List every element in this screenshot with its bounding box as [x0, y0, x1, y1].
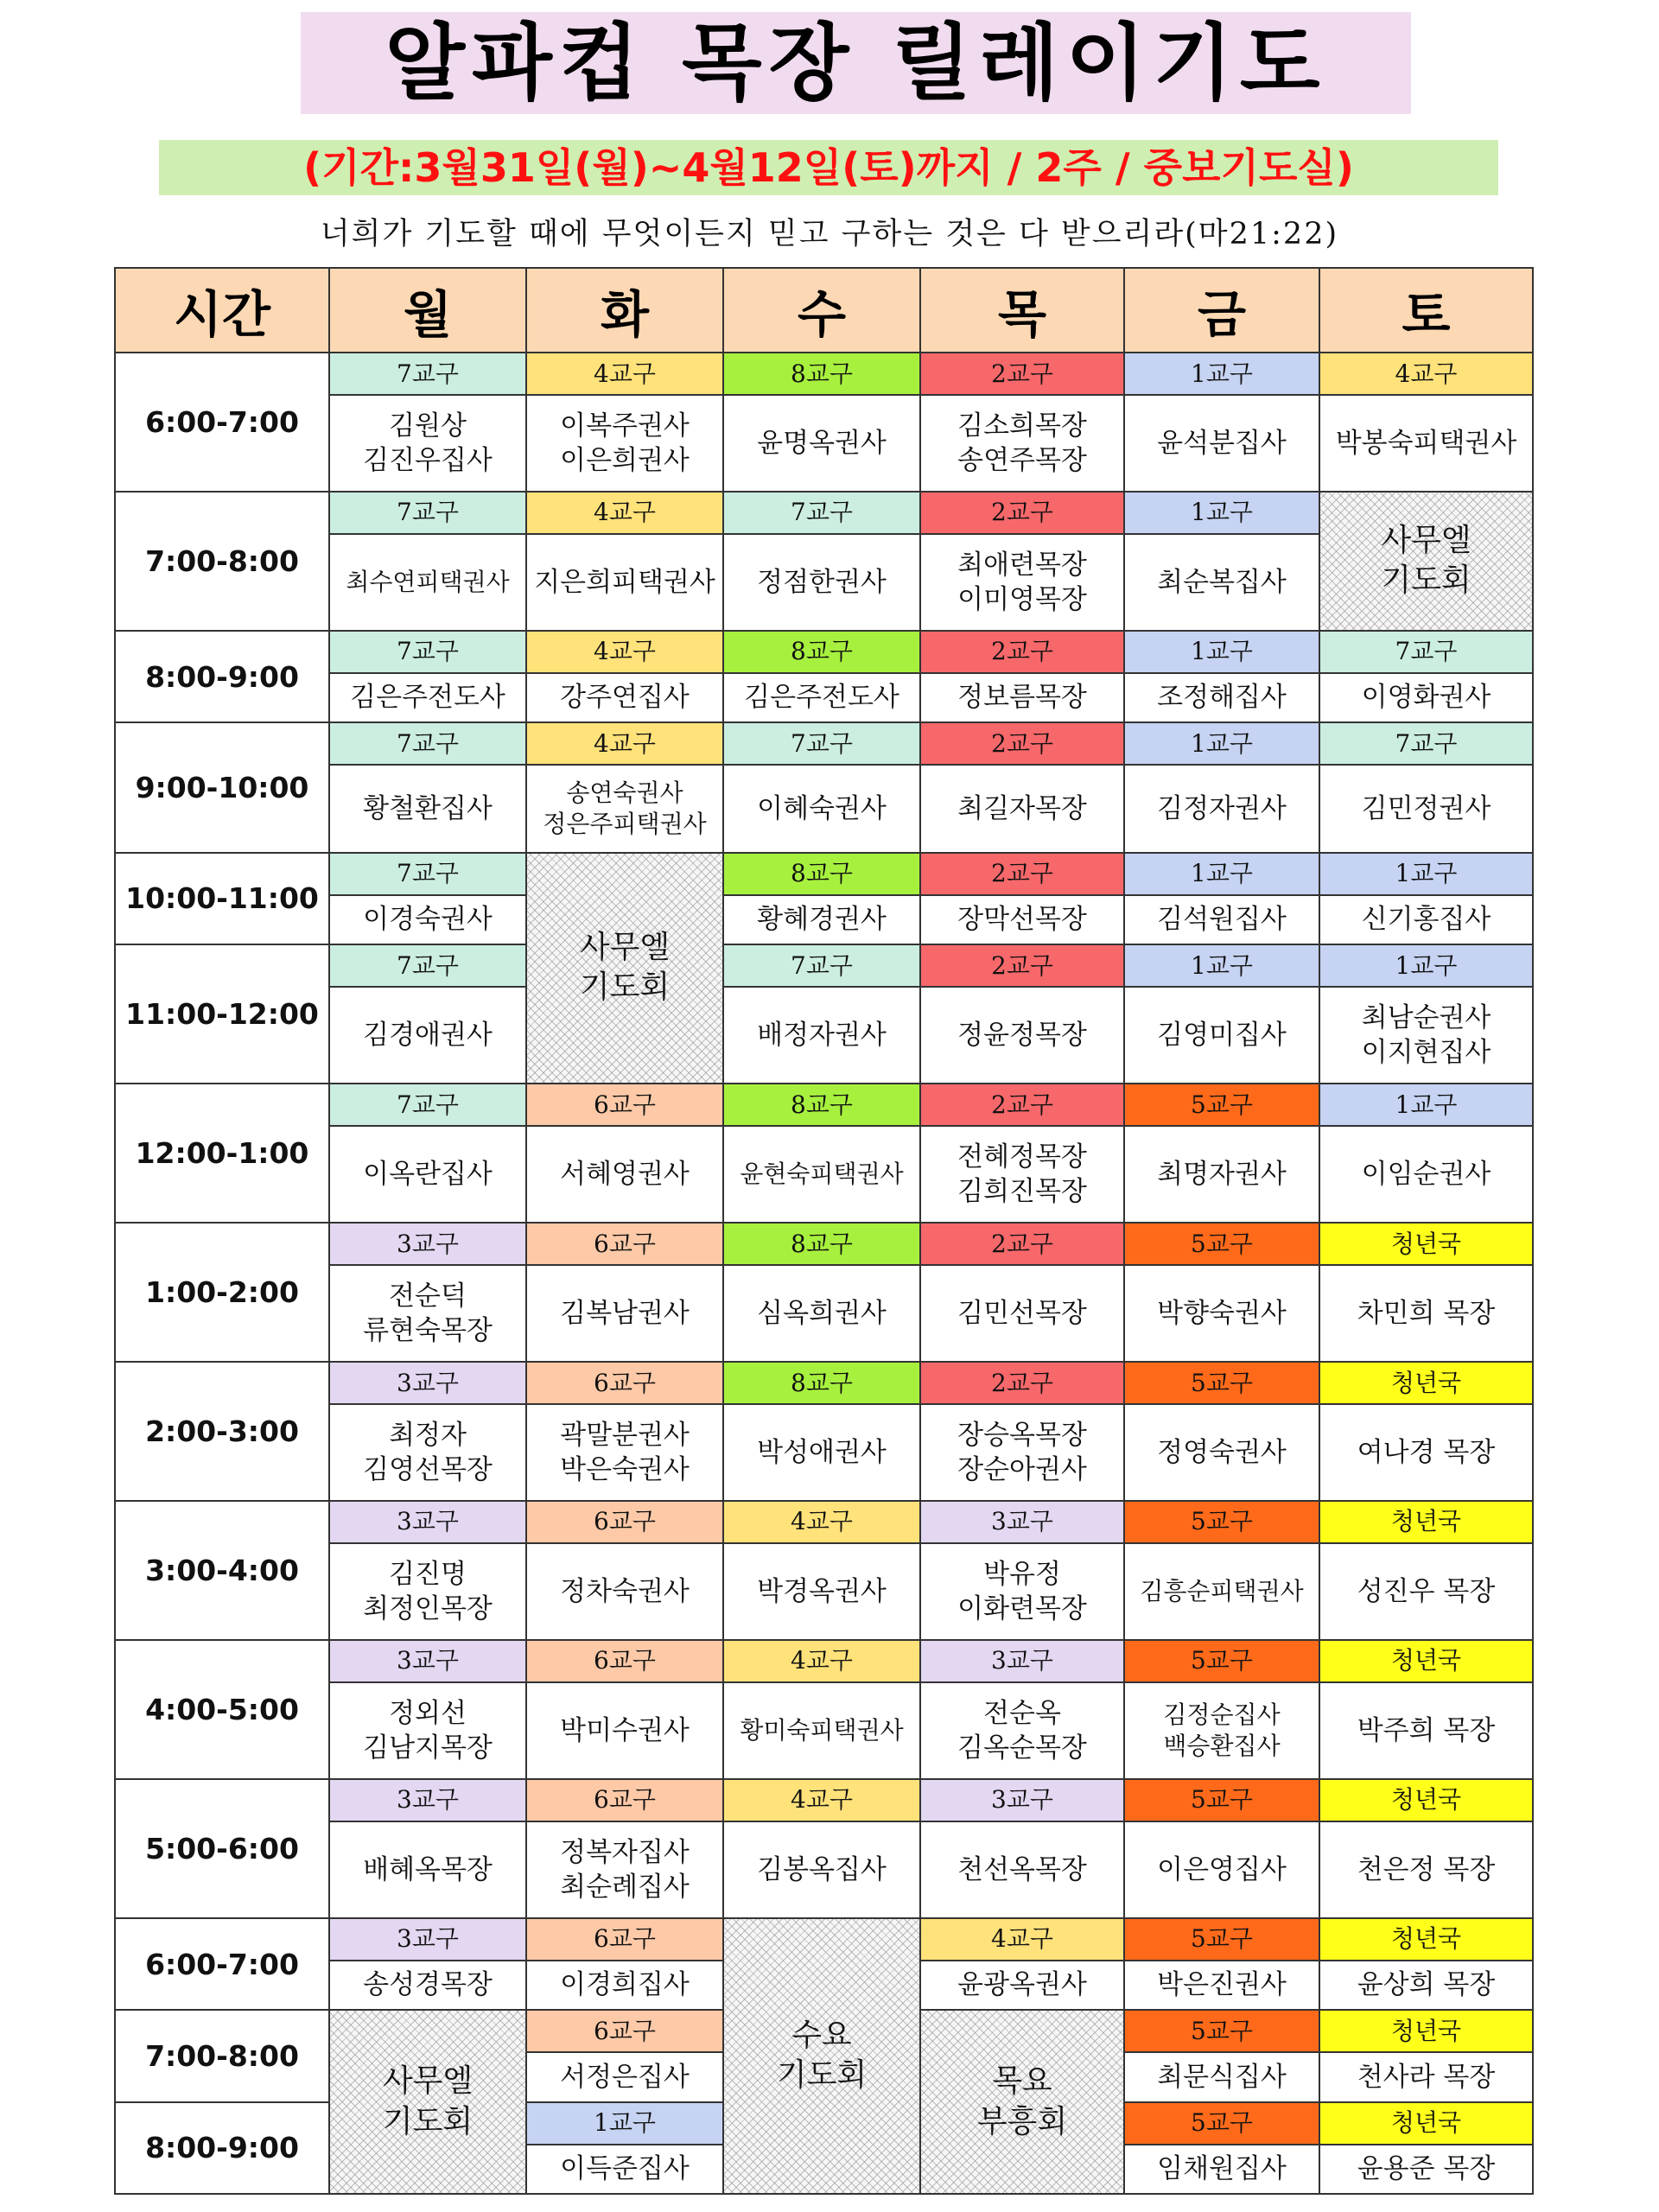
parish-cell: 청년국 — [1319, 1640, 1533, 1682]
parish-cell: 3교구 — [329, 1501, 526, 1543]
prayer-name-cell: 정윤정목장 — [920, 987, 1124, 1084]
prayer-schedule-table — [114, 267, 1534, 2195]
prayer-name-cell: 조정해집사 — [1124, 673, 1319, 722]
parish-cell: 7교구 — [1319, 631, 1533, 673]
parish-cell: 7교구 — [329, 944, 526, 987]
parish-cell: 4교구 — [1319, 353, 1533, 395]
time-slot: 8:00-9:00 — [115, 2102, 329, 2194]
period-subtitle: (기간:3월31일(월)~4월12일(토)까지 / 2주 / 중보기도실) — [159, 140, 1498, 195]
parish-cell: 4교구 — [526, 722, 723, 765]
prayer-name-cell: 박봉숙피택권사 — [1319, 395, 1533, 492]
prayer-name-cell: 김민정권사 — [1319, 765, 1533, 852]
prayer-name-cell: 김경애권사 — [329, 987, 526, 1084]
prayer-name-cell: 심옥희권사 — [723, 1265, 920, 1362]
time-slot: 6:00-7:00 — [115, 353, 329, 492]
time-slot: 2:00-3:00 — [115, 1362, 329, 1501]
parish-cell: 5교구 — [1124, 2010, 1319, 2052]
parish-cell: 6교구 — [526, 1640, 723, 1682]
parish-cell: 5교구 — [1124, 1501, 1319, 1543]
prayer-name-cell: 이득준집사 — [526, 2145, 723, 2194]
header-row — [115, 268, 1533, 353]
samuel-prayer-meeting-block: 사무엘 기도회 — [526, 853, 723, 1084]
prayer-name-cell: 김영미집사 — [1124, 987, 1319, 1084]
prayer-name-cell: 박향숙권사 — [1124, 1265, 1319, 1362]
prayer-name-cell: 이옥란집사 — [329, 1126, 526, 1223]
parish-cell: 3교구 — [329, 1362, 526, 1404]
group-row — [115, 1084, 1533, 1126]
prayer-name-cell: 차민희 목장 — [1319, 1265, 1533, 1362]
bible-verse: 너희가 기도할 때에 무엇이든지 믿고 구하는 것은 다 받으리라(마21:22) — [320, 217, 1339, 251]
prayer-name-cell: 이경숙권사 — [329, 895, 526, 944]
parish-cell: 8교구 — [723, 631, 920, 673]
prayer-name-cell: 윤석분집사 — [1124, 395, 1319, 492]
prayer-name-cell: 김흥순피택권사 — [1124, 1543, 1319, 1640]
prayer-name-cell: 천선옥목장 — [920, 1821, 1124, 1918]
group-row — [115, 353, 1533, 395]
group-row — [115, 1501, 1533, 1543]
header-wed: 수 — [723, 268, 920, 353]
parish-cell: 5교구 — [1124, 1918, 1319, 1961]
prayer-name-cell: 김복남권사 — [526, 1265, 723, 1362]
parish-cell: 2교구 — [920, 1223, 1124, 1265]
time-slot: 5:00-6:00 — [115, 1779, 329, 1918]
prayer-name-cell: 여나경 목장 — [1319, 1404, 1533, 1501]
prayer-name-cell: 서정은집사 — [526, 2052, 723, 2101]
prayer-name-cell: 윤용준 목장 — [1319, 2145, 1533, 2194]
prayer-name-cell: 김봉옥집사 — [723, 1821, 920, 1918]
prayer-name-cell: 박미수권사 — [526, 1682, 723, 1779]
parish-cell: 4교구 — [723, 1779, 920, 1821]
parish-cell: 2교구 — [920, 631, 1124, 673]
time-slot: 10:00-11:00 — [115, 853, 329, 944]
prayer-name-cell: 곽말분권사 박은숙권사 — [526, 1404, 723, 1501]
group-row — [115, 853, 1533, 895]
prayer-name-cell: 최길자목장 — [920, 765, 1124, 852]
parish-cell: 2교구 — [920, 722, 1124, 765]
parish-cell: 청년국 — [1319, 1223, 1533, 1265]
prayer-name-cell: 장승옥목장 장순아권사 — [920, 1404, 1124, 1501]
time-slot: 9:00-10:00 — [115, 722, 329, 852]
parish-cell: 4교구 — [723, 1501, 920, 1543]
parish-cell: 6교구 — [526, 1362, 723, 1404]
parish-cell: 청년국 — [1319, 2102, 1533, 2145]
parish-cell: 3교구 — [329, 1640, 526, 1682]
parish-cell: 1교구 — [1124, 353, 1319, 395]
parish-cell: 4교구 — [526, 492, 723, 534]
prayer-name-cell: 전순옥 김옥순목장 — [920, 1682, 1124, 1779]
parish-cell: 1교구 — [1319, 944, 1533, 987]
prayer-name-cell: 박성애권사 — [723, 1404, 920, 1501]
prayer-name-cell: 송연숙권사 정은주피택권사 — [526, 765, 723, 852]
prayer-name-cell: 박은진권사 — [1124, 1961, 1319, 2010]
parish-cell: 4교구 — [526, 631, 723, 673]
prayer-name-cell: 박주희 목장 — [1319, 1682, 1533, 1779]
parish-cell: 청년국 — [1319, 2010, 1533, 2052]
prayer-name-cell: 전순덕 류현숙목장 — [329, 1265, 526, 1362]
group-row — [115, 1779, 1533, 1821]
group-row — [115, 492, 1533, 534]
parish-cell: 3교구 — [920, 1779, 1124, 1821]
prayer-name-cell: 김소희목장 송연주목장 — [920, 395, 1124, 492]
parish-cell: 7교구 — [723, 722, 920, 765]
header-time: 시간 — [115, 268, 329, 353]
prayer-name-cell: 최문식집사 — [1124, 2052, 1319, 2101]
parish-cell: 2교구 — [920, 353, 1124, 395]
prayer-name-cell: 최애련목장 이미영목장 — [920, 534, 1124, 631]
parish-cell: 7교구 — [329, 353, 526, 395]
parish-cell: 7교구 — [723, 944, 920, 987]
parish-cell: 5교구 — [1124, 1223, 1319, 1265]
prayer-name-cell: 송성경목장 — [329, 1961, 526, 2010]
group-row — [115, 1223, 1533, 1265]
prayer-name-cell: 박유정 이화련목장 — [920, 1543, 1124, 1640]
prayer-name-cell: 황미숙피택권사 — [723, 1682, 920, 1779]
prayer-name-cell: 이경희집사 — [526, 1961, 723, 2010]
parish-cell: 7교구 — [329, 722, 526, 765]
parish-cell: 5교구 — [1124, 1362, 1319, 1404]
time-slot: 11:00-12:00 — [115, 944, 329, 1084]
parish-cell: 6교구 — [526, 1779, 723, 1821]
header-fri: 금 — [1124, 268, 1319, 353]
samuel-prayer-meeting-block: 사무엘 기도회 — [329, 2010, 526, 2194]
page-title: 알파컵 목장 릴레이기도 — [301, 12, 1411, 114]
prayer-name-cell: 윤광옥권사 — [920, 1961, 1124, 2010]
prayer-name-cell: 최순복집사 — [1124, 534, 1319, 631]
prayer-name-cell: 배혜옥목장 — [329, 1821, 526, 1918]
parish-cell: 2교구 — [920, 1362, 1124, 1404]
prayer-name-cell: 윤상희 목장 — [1319, 1961, 1533, 2010]
parish-cell: 1교구 — [1124, 492, 1319, 534]
parish-cell: 8교구 — [723, 1223, 920, 1265]
header-sat: 토 — [1319, 268, 1533, 353]
parish-cell: 4교구 — [723, 1640, 920, 1682]
parish-cell: 5교구 — [1124, 1084, 1319, 1126]
parish-cell: 청년국 — [1319, 1918, 1533, 1961]
prayer-name-cell: 김정자권사 — [1124, 765, 1319, 852]
header-tue: 화 — [526, 268, 723, 353]
time-slot: 1:00-2:00 — [115, 1223, 329, 1362]
parish-cell: 2교구 — [920, 492, 1124, 534]
prayer-name-cell: 윤명옥권사 — [723, 395, 920, 492]
parish-cell: 8교구 — [723, 1084, 920, 1126]
prayer-name-cell: 최수연피택권사 — [329, 534, 526, 631]
time-slot: 3:00-4:00 — [115, 1501, 329, 1640]
prayer-name-cell: 최남순권사 이지현집사 — [1319, 987, 1533, 1084]
time-slot: 4:00-5:00 — [115, 1640, 329, 1779]
parish-cell: 7교구 — [329, 1084, 526, 1126]
prayer-name-cell: 정점한권사 — [723, 534, 920, 631]
parish-cell: 7교구 — [329, 492, 526, 534]
prayer-name-cell: 성진우 목장 — [1319, 1543, 1533, 1640]
time-slot: 8:00-9:00 — [115, 631, 329, 722]
prayer-name-cell: 전혜정목장 김희진목장 — [920, 1126, 1124, 1223]
header-mon: 월 — [329, 268, 526, 353]
prayer-name-cell: 황철환집사 — [329, 765, 526, 852]
parish-cell: 6교구 — [526, 1501, 723, 1543]
group-row — [115, 1362, 1533, 1404]
parish-cell: 청년국 — [1319, 1362, 1533, 1404]
group-row — [115, 944, 1533, 987]
parish-cell: 1교구 — [1319, 1084, 1533, 1126]
prayer-name-cell: 김정순집사 백승환집사 — [1124, 1682, 1319, 1779]
prayer-name-cell: 지은희피택권사 — [526, 534, 723, 631]
group-row — [115, 722, 1533, 765]
parish-cell: 8교구 — [723, 853, 920, 895]
parish-cell: 5교구 — [1124, 2102, 1319, 2145]
thursday-revival-block: 목요 부흥회 — [920, 2010, 1124, 2194]
parish-cell: 1교구 — [1124, 631, 1319, 673]
prayer-name-cell: 장막선목장 — [920, 895, 1124, 944]
prayer-name-cell: 천사라 목장 — [1319, 2052, 1533, 2101]
prayer-name-cell: 정복자집사 최순례집사 — [526, 1821, 723, 1918]
parish-cell: 1교구 — [1124, 944, 1319, 987]
parish-cell: 7교구 — [1319, 722, 1533, 765]
prayer-name-cell: 이혜숙권사 — [723, 765, 920, 852]
parish-cell: 5교구 — [1124, 1779, 1319, 1821]
parish-cell: 3교구 — [329, 1779, 526, 1821]
prayer-name-cell: 최정자 김영선목장 — [329, 1404, 526, 1501]
time-slot: 7:00-8:00 — [115, 2010, 329, 2101]
prayer-name-cell: 김은주전도사 — [329, 673, 526, 722]
parish-cell: 6교구 — [526, 1918, 723, 1961]
prayer-name-cell: 이복주권사 이은희권사 — [526, 395, 723, 492]
header-thu: 목 — [920, 268, 1124, 353]
prayer-name-cell: 황혜경권사 — [723, 895, 920, 944]
prayer-name-cell: 정외선 김남지목장 — [329, 1682, 526, 1779]
prayer-name-cell: 김진명 최정인목장 — [329, 1543, 526, 1640]
prayer-name-cell: 배정자권사 — [723, 987, 920, 1084]
group-row — [115, 631, 1533, 673]
parish-cell: 청년국 — [1319, 1501, 1533, 1543]
prayer-name-cell: 김은주전도사 — [723, 673, 920, 722]
prayer-name-cell: 정영숙권사 — [1124, 1404, 1319, 1501]
prayer-name-cell: 김민선목장 — [920, 1265, 1124, 1362]
prayer-name-cell: 최명자권사 — [1124, 1126, 1319, 1223]
prayer-name-cell: 이임순권사 — [1319, 1126, 1533, 1223]
prayer-name-cell: 서혜영권사 — [526, 1126, 723, 1223]
parish-cell: 1교구 — [1319, 853, 1533, 895]
parish-cell: 6교구 — [526, 2010, 723, 2052]
parish-cell: 4교구 — [526, 353, 723, 395]
parish-cell: 1교구 — [526, 2102, 723, 2145]
parish-cell: 3교구 — [920, 1640, 1124, 1682]
time-slot: 12:00-1:00 — [115, 1084, 329, 1223]
prayer-name-cell: 천은정 목장 — [1319, 1821, 1533, 1918]
wednesday-prayer-meeting-block: 수요 기도회 — [723, 1918, 920, 2194]
parish-cell: 6교구 — [526, 1223, 723, 1265]
prayer-name-cell: 김석원집사 — [1124, 895, 1319, 944]
parish-cell: 7교구 — [329, 853, 526, 895]
group-row — [115, 1918, 1533, 1961]
parish-cell: 3교구 — [329, 1223, 526, 1265]
parish-cell: 2교구 — [920, 1084, 1124, 1126]
prayer-name-cell: 이영화권사 — [1319, 673, 1533, 722]
prayer-name-cell: 김원상 김진우집사 — [329, 395, 526, 492]
parish-cell: 4교구 — [920, 1918, 1124, 1961]
parish-cell: 3교구 — [329, 1918, 526, 1961]
parish-cell: 3교구 — [920, 1501, 1124, 1543]
parish-cell: 7교구 — [329, 631, 526, 673]
parish-cell: 1교구 — [1124, 722, 1319, 765]
time-slot: 6:00-7:00 — [115, 1918, 329, 2010]
parish-cell: 7교구 — [723, 492, 920, 534]
samuel-prayer-meeting-block: 사무엘 기도회 — [1319, 492, 1533, 631]
parish-cell: 2교구 — [920, 944, 1124, 987]
prayer-name-cell: 임채원집사 — [1124, 2145, 1319, 2194]
parish-cell: 5교구 — [1124, 1640, 1319, 1682]
parish-cell: 6교구 — [526, 1084, 723, 1126]
prayer-name-cell: 강주연집사 — [526, 673, 723, 722]
prayer-name-cell: 이은영집사 — [1124, 1821, 1319, 1918]
prayer-name-cell: 정차숙권사 — [526, 1543, 723, 1640]
parish-cell: 2교구 — [920, 853, 1124, 895]
time-slot: 7:00-8:00 — [115, 492, 329, 631]
prayer-name-cell: 윤현숙피택권사 — [723, 1126, 920, 1223]
prayer-name-cell: 신기홍집사 — [1319, 895, 1533, 944]
parish-cell: 8교구 — [723, 1362, 920, 1404]
prayer-name-cell: 정보름목장 — [920, 673, 1124, 722]
parish-cell: 8교구 — [723, 353, 920, 395]
parish-cell: 1교구 — [1124, 853, 1319, 895]
prayer-name-cell: 박경옥권사 — [723, 1543, 920, 1640]
group-row — [115, 1640, 1533, 1682]
parish-cell: 청년국 — [1319, 1779, 1533, 1821]
